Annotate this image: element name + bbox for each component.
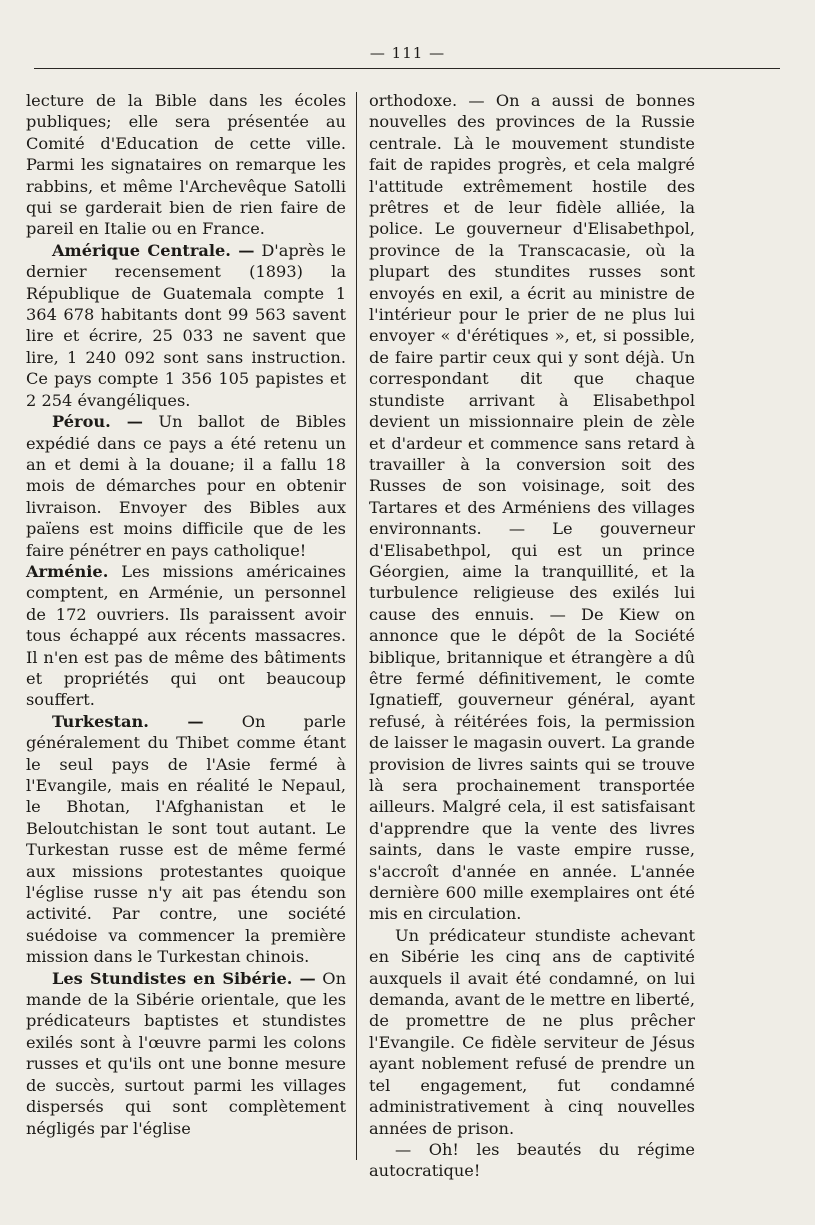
column-divider <box>356 92 357 1160</box>
paragraph-text: Les missions américaines comptent, en Arménie, un personnel de 172 ouvriers. Ils paraissent avoir tous échappé aux récents massacres. Il n'en est pas de même des bâtiments et propriétés qui ont beaucoup souffert. <box>26 561 346 710</box>
page-number: — 111 — <box>369 44 446 62</box>
paragraph-central-america <box>26 240 346 411</box>
paragraph-text: Un ballot de Bibles expédié dans ce pays a été retenu un an et demi à la douane; il a fallu 18 mois de démarches pour en obtenir livraison. Envoyer des Bibles aux païens est moins difficile que de les faire pénétrer en pays catholique! <box>26 412 346 560</box>
left-column <box>26 90 346 1139</box>
right-column <box>369 90 695 1182</box>
paragraph-text: — Oh! les beautés du régime autocratique! <box>369 1139 695 1181</box>
section-heading: Arménie. <box>26 561 109 581</box>
paragraph-preacher <box>369 925 695 1139</box>
paragraph-closing-remark <box>369 1139 695 1182</box>
section-heading: Les Stundistes en Sibérie. — <box>52 968 316 988</box>
paragraph-orthodox-continued <box>369 90 695 925</box>
paragraph-text: Un prédicateur stundiste achevant en Sibérie les cinq ans de captivité auxquels il avait été condamné, on lui demanda, avant de le mettre en liberté, de promettre de ne plus prêcher l'Evangile. Ce fidèle serviteur de Jésus ayant noblement refusé de prendre un tel engagement, fut condamné administrativement à cinq nouvelles années de prison. <box>369 925 696 1138</box>
section-heading: Turkestan. — <box>52 711 204 731</box>
paragraph-turkestan <box>26 711 346 968</box>
paragraph-armenia <box>26 561 346 711</box>
paragraph-bible-reading <box>26 90 346 240</box>
paragraph-text: orthodoxe. — On a aussi de bonnes nouvelles des provinces de la Russie centrale. Là le mouvement stundiste fait de rapides progrès, et cela malgré l'attitude extrêmement hostile des prêtres et de leur fidèle alliée, la police. Le gouverneur d'Elisabethpol, province de la Transcacasie, où la plupart des stundites russes sont envoyés en exil, a écrit au ministre de l'intérieur pour le prier de ne plus lui envoyer « d'érétiques », et, si possible, de faire partir ceux qui y sont déjà. Un correspondant dit que chaque stundiste arrivant à Elisabethpol devient un missionnaire plein de zèle et d'ardeur et commence sans retard à travailler à la conversion soit des Russes de son voisinage, soit des Tartares et des Arméniens des villages environnants. — Le gouverneur d'Elisabethpol, qui est un prince Géorgien, aime la tranquillité, et la turbulence religieuse des exilés lui cause des ennuis. — De Kiew on annonce que le dépôt de la Société biblique, britannique et étrangère a dû être fermé définitivement, le comte Ignatieff, gouverneur général, ayant refusé, à réitérées fois, la permission de laisser le magasin ouvert. La grande provision de livres saints qui se trouve là sera prochainement transportée ailleurs. Malgré cela, il est satisfaisant d'apprendre que la vente des livres saints, dans le vaste empire russe, s'accroît d'année en année. L'année dernière 600 mille exemplaires ont été mis en circulation. <box>369 91 695 924</box>
section-heading: Amérique Centrale. — <box>52 240 255 260</box>
paragraph-text: On parle généralement du Thibet comme étant le seul pays de l'Asie fermé à l'Evangile, mais en réalité le Nepaul, le Bhotan, l'Afghanistan et le Beloutchistan le sont tout autant. Le Turkestan russe est de même fermé aux missions protestantes quoique l'église russe n'y ait pas étendu son activité. Par contre, une société suédoise va commencer la première mission dans le Turkestan chinois. <box>26 711 346 967</box>
paragraph-text: lecture de la Bible dans les écoles publiques; elle sera présentée au Comité d'Education de cette ville. Parmi les signataires on remarque les rabbins, et même l'Archevêque Satolli qui se garderait bien de rien faire de pareil en Italie ou en France. <box>26 91 346 239</box>
paragraph-text: D'après le dernier recensement (1893) la République de Guatemala compte 1 364 678 habitants dont 99 563 savent lire et écrire, 25 033 ne savent que lire, 1 240 092 sont sans instruction. Ce pays compte 1 356 105 papistes et 2 254 évangéliques. <box>26 240 346 410</box>
paragraph-text: On mande de la Sibérie orientale, que les prédicateurs baptistes et stundistes exilés sont à l'œuvre parmi les colons russes et qu'ils ont une bonne mesure de succès, surtout parmi les villages dispersés qui sont complètement négligés par l'église <box>26 968 347 1138</box>
paragraph-peru <box>26 411 346 561</box>
paragraph-stundists-siberia <box>26 968 346 1139</box>
header-rule <box>34 68 780 69</box>
section-heading: Pérou. — <box>52 412 143 432</box>
